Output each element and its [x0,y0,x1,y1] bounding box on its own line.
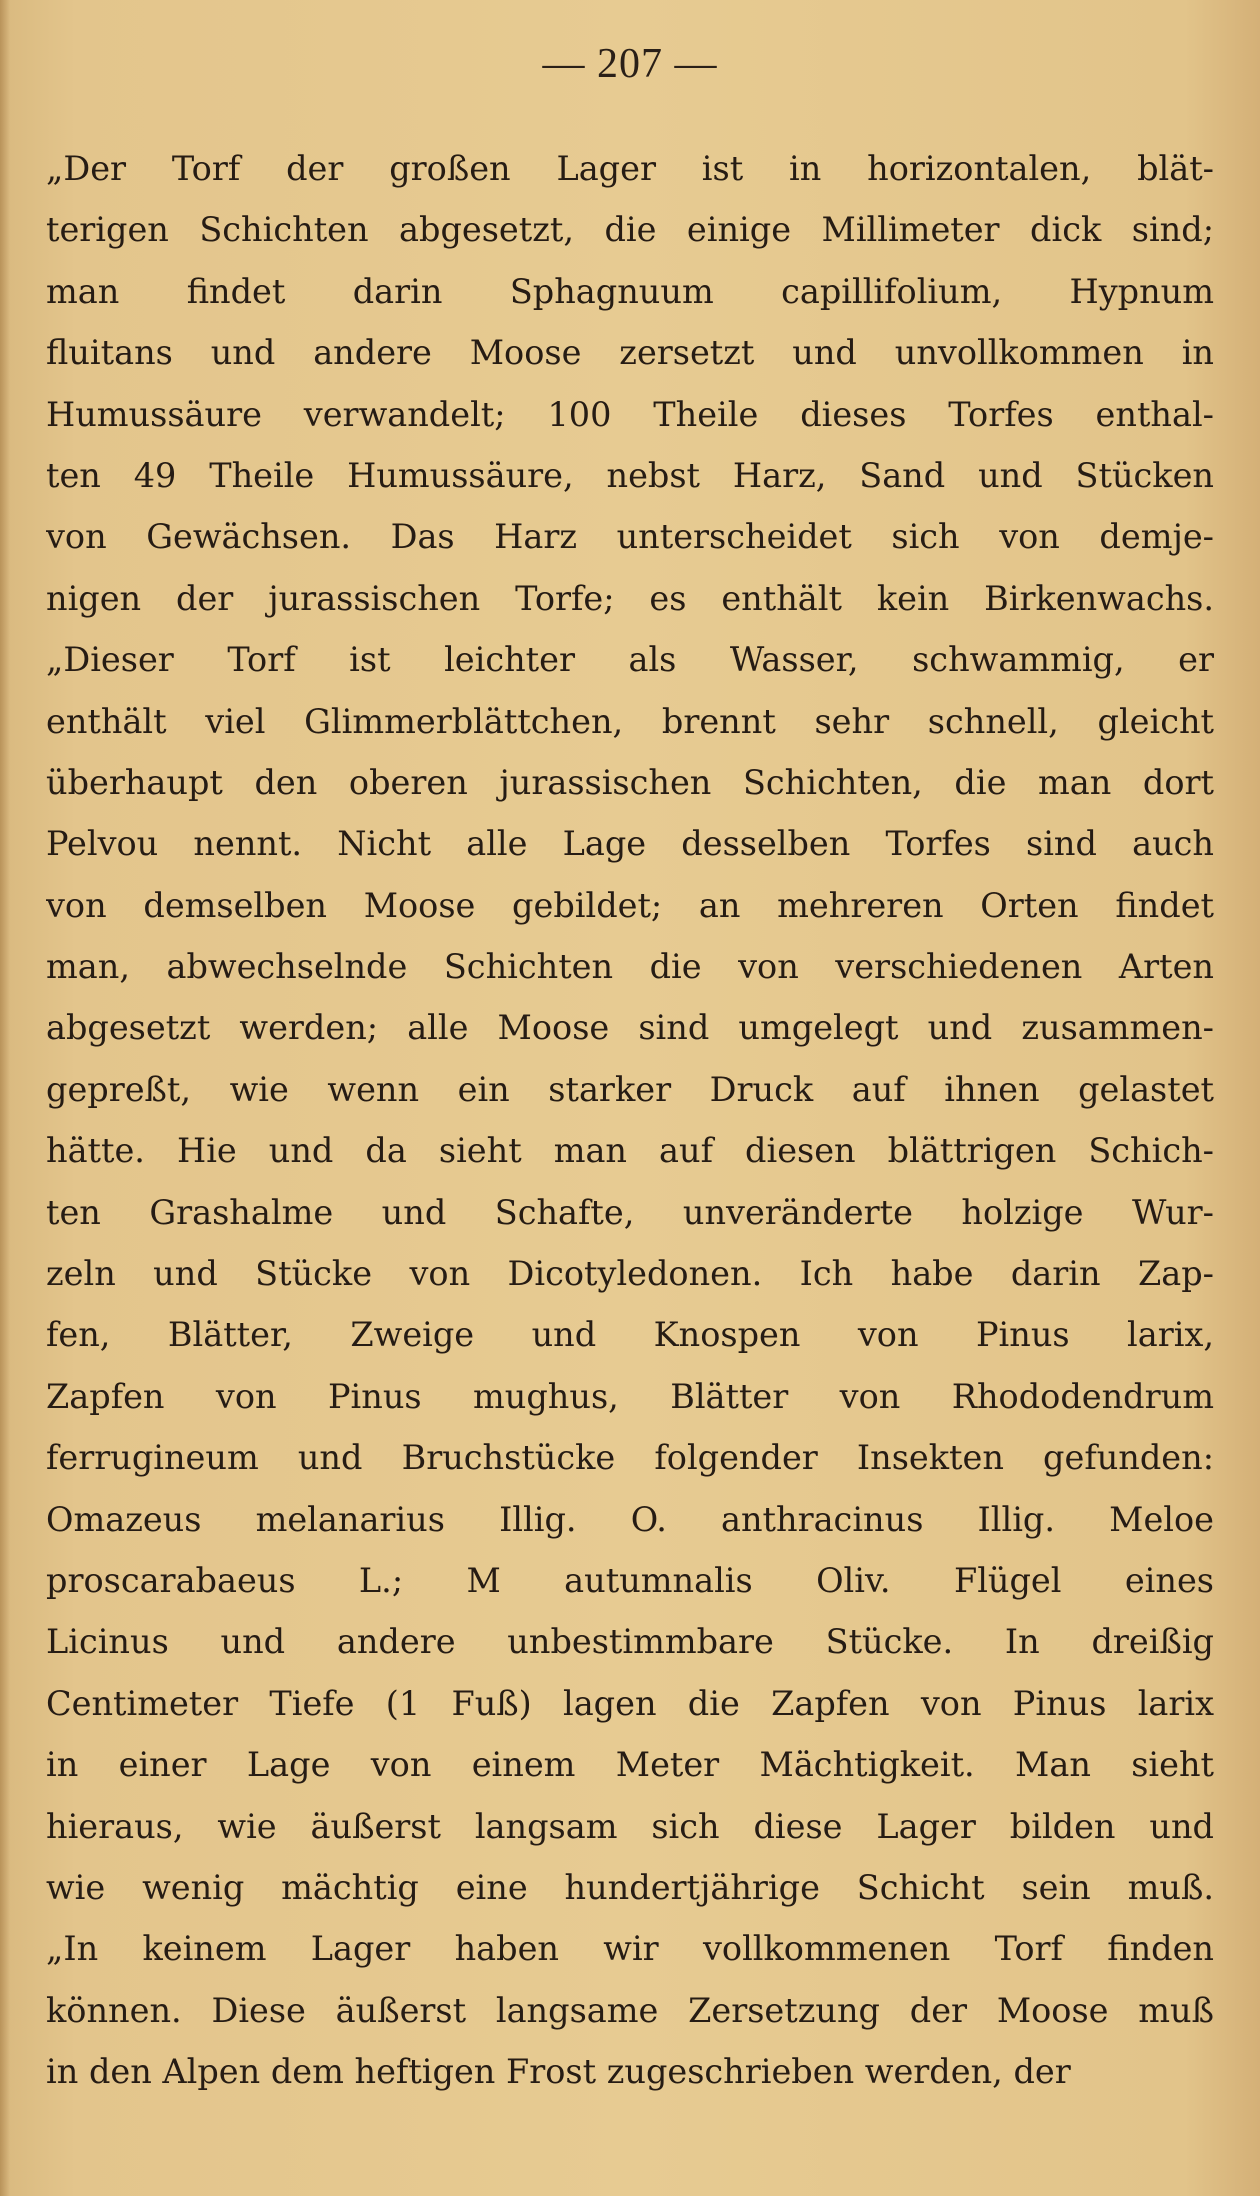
text-line: überhaupt den oberen jurassischen Schichten, die man dort [46,762,1214,802]
text-line: proscarabaeus L.; M autumnalis Oliv. Flügel eines [46,1560,1214,1600]
text-line: fluitans und andere Moose zersetzt und unvollkommen in [46,333,1214,373]
text-line: zeln und Stücke von Dicotyledonen. Ich habe darin Zap- [46,1254,1214,1294]
text-line: „Dieser Torf ist leichter als Wasser, schwammig, er [46,640,1214,680]
text-line: man findet darin Sphagnuum capillifolium, Hypnum [46,271,1214,311]
text-line: ten Grashalme und Schafte, unveränderte holzige Wur- [46,1192,1214,1232]
page-number: — 207 — [542,41,718,87]
text-line: Humussäure verwandelt; 100 Theile dieses Torfes enthal- [46,394,1214,434]
text-line: von demselben Moose gebildet; an mehreren Orten findet [46,885,1214,925]
text-line: in einer Lage von einem Meter Mächtigkeit. Man sieht [46,1745,1214,1785]
text-line: „In keinem Lager haben wir vollkommenen Torf finden [46,1929,1214,1969]
text-line: hätte. Hie und da sieht man auf diesen blättrigen Schich- [46,1131,1214,1171]
text-line: „Der Torf der großen Lager ist in horizontalen, blät- [46,149,1214,188]
page-edge-shadow [0,0,10,2196]
text-line: in den Alpen dem heftigen Frost zugeschrieben werden, der [46,2052,1071,2092]
text-line: fen, Blätter, Zweige und Knospen von Pinus larix, [46,1315,1214,1355]
text-line: Omazeus melanarius Illig. O. anthracinus Illig. Meloe [46,1499,1214,1539]
text-line: Licinus und andere unbestimmbare Stücke. In dreißig [46,1622,1214,1662]
text-line: Pelvou nennt. Nicht alle Lage desselben Torfes sind auch [46,824,1214,864]
text-line: Zapfen von Pinus mughus, Blätter von Rhododendrum [46,1376,1214,1416]
text-line: gepreßt, wie wenn ein starker Druck auf ihnen gelastet [46,1069,1214,1109]
text-line: von Gewächsen. Das Harz unterscheidet sich von demje- [46,517,1214,557]
text-line: hieraus, wie äußerst langsam sich diese Lager bilden und [46,1806,1214,1846]
text-line: Centimeter Tiefe (1 Fuß) lagen die Zapfen von Pinus larix [46,1683,1214,1723]
text-line: man, abwechselnde Schichten die von verschiedenen Arten [46,947,1214,987]
text-line: ferrugineum und Bruchstücke folgender Insekten gefunden: [46,1438,1214,1478]
text-line: abgesetzt werden; alle Moose sind umgelegt und zusammen- [46,1008,1214,1048]
text-line: nigen der jurassischen Torfe; es enthält kein Birkenwachs. [46,578,1214,618]
text-line: können. Diese äußerst langsame Zersetzung der Moose muß [46,1990,1214,2030]
body-text [46,138,1214,2103]
text-line: enthält viel Glimmerblättchen, brennt sehr schnell, gleicht [46,701,1214,741]
text-line: terigen Schichten abgesetzt, die einige Millimeter dick sind; [46,210,1214,250]
text-line: wie wenig mächtig eine hundertjährige Schicht sein muß. [46,1867,1214,1907]
text-line: ten 49 Theile Humussäure, nebst Harz, Sand und Stücken [46,455,1214,495]
